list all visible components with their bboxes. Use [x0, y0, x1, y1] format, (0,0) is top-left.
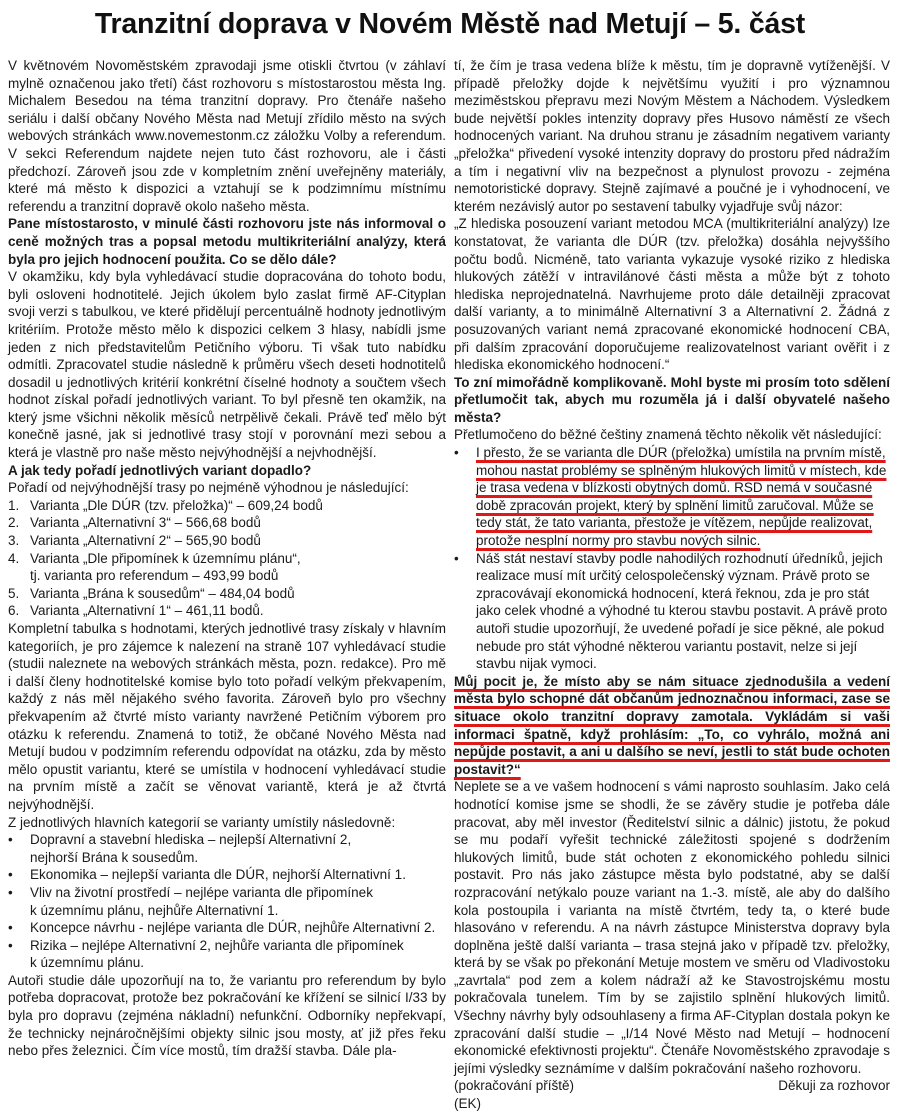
- intro-paragraph: V květnovém Novoměstském zpravodaji jsme otiskli čtvrtou (v záhlaví mylně označenou jako třetí) část rozhovoru s místostarostou města Ing. Michalem Besedou na téma tranzitní dopravy. Pro čtenáře našeho seriálu i další občany Nového Města nad Metují zřídilo město na svých webových stránkách www.novemestonm.cz záložku Volby a referendum. V sekci Referendum najdete nejen tuto část rozhovoru, ale i části předchozí. Zároveň jsou zde v kompletním znění uveřejněny materiály, které má město k dispozici a vztahují se k podzimnímu místnímu referendu a tranzitní dopravě okolo našeho města.: [8, 58, 446, 214]
- continued-note: (pokračování příště): [454, 1078, 575, 1094]
- red-underlined-text: I přesto, že se varianta dle DÚR (přeložka) umístila na prvním místě, mohou nastat problémy se splněným hlukových limitů v místech, kde je trasa vedena v blízkosti obytných domů. RSD nemá v současné době zpracován projekt, který by splnění limitů zaručoval. Může se tedy stát, že tato varianta, přestože je vítězem, nepůjde realizovat, protože nesplní normy pro stavbu nových silnic.: [476, 445, 887, 549]
- ranking-item: 6. Varianta „Alternativní 1“ – 461,11 bodů.: [8, 603, 264, 619]
- ranking-item: 3. Varianta „Alternativní 2“ – 565,90 bodů: [8, 533, 261, 549]
- explanation-list: [454, 444, 890, 673]
- category-item-sub: k územnímu plánu.: [30, 955, 145, 971]
- category-item: • Vliv na životní prostředí – nejlépe varianta dle připomínek: [8, 884, 373, 900]
- category-item: • Dopravní a stavební hlediska – nejlepší Alternativní 2,: [8, 832, 352, 848]
- author-initials: (EK): [454, 1096, 481, 1112]
- thanks-note: Děkuji za rozhovor: [778, 1078, 890, 1094]
- ranking-item: 1. Varianta „Dle DÚR (tzv. přeložka)“ – 609,24 bodů: [8, 497, 323, 513]
- question-2: A jak tedy pořadí jednotlivých variant dopadlo?: [8, 462, 312, 478]
- ranking-item: 2. Varianta „Alternativní 3“ – 566,68 bodů: [8, 515, 261, 531]
- categories-list: [8, 831, 446, 972]
- final-answer: Neplete se a ve vašem hodnocení s vámi naprosto souhlasím. Jako celá hodnotící komise jsme se shodli, že se závěry studie je potřeba dále pracovat, aby měl investor (Ředitelství silnic a dálnic) jistotu, že pokud se mu podaří vyřešit technické záležitosti spojené s dodržením hlukových limitů, bude stát ochoten z ekonomického pohledu silnici postavit. Pro nás jako zástupce města bylo podstatné, aby se další rozpracování netýkalo pouze variant na 1.-3. místě, ale aby do dalšího kola postoupila i varianta na místě čtvrtém, tedy ta, o které bude hlasováno v referendu. A na návrh zástupce Ministerstva dopravy byla doplněna ještě další varianta – trasa stejná jako v případě tzv. přeložky, která by se však po překonání Metuje mostem ve směru od Vladivostoku „zavrtala“ pod zem a kolem nádraží až ke Stavostrojskému mostu pokračovala tunelem. Tím by se zajistilo splnění hlukových limitů. Všechny návrhy byly odsouhlaseny a firma AF-Cityplan dostala pokyn ke zpracování další studie – „I/14 Nové Město nad Metují – hodnocení ekonomické efektivnosti projektu“. Čtenáře Novoměstského zpravodaje s jejími výsledky seznámíme v dalším pokračování našeho rozhovoru.: [454, 779, 890, 1076]
- table-paragraph: Kompletní tabulka s hodnotami, kterých jednotlivé trasy získaly v hlavním kategoriích, je pro zájemce k nalezení na straně 107 vyhledávací studie (studii naleznete na webových stránkách města, pozn. redakce). Pro mě i další členy hodnotitelské komise bylo toto pořadí velkým překvapením, každý z nás měl nějakého svého favorita. Zároveň bylo pro všechny překvapením až čtvrté místo varianty navržené Petičním výborem pro otázku k referendu. Znamená to totiž, že občané Nového Města nad Metují budou v podzimním referendu odpovídat na otázku, zda by město mělo opustit variantu, které se umístila v hodnocení vyhledávací studie na prvním místě a začít se věnovat variantě, která je až čtvrtá nejvýhodnější.: [8, 621, 446, 812]
- bold-underlined-paragraph: Můj pocit je, že místo aby se nám situace zjednodušila a vedení města bylo schopné dát občanům jednoznačnou informaci, zase se situace okolo tranzitní dopravy zamotala. Vykládám si vaši informaci špatně, když prohlásím: „To, co vyhrálo, možná ani nepůjde postavit, a ani u dalšího se neví, jestli to stát bude ochoten postavit?“: [454, 673, 890, 777]
- category-item: • Koncepce návrhu - nejlépe varianta dle DÚR, nejhůře Alternativní 2.: [8, 920, 436, 936]
- right-column: [454, 57, 890, 1113]
- question-1: Pane místostarosto, v minulé části rozhovoru jste nás informoval o ceně možných tras a popsal metodu multikriteriální analýzy, která byla pro jejich hodnocení použita. Co se dělo dále?: [8, 216, 446, 267]
- explanation-item: • Náš stát nestaví stavby podle nahodilých rozhodnutí úředníků, jejich realizace musí mít určitý celospolečenský význam. Právě proto se zpracovávají ekonomická hodnocení, která řeknou, zda je pro stát jako celek vhodné a výhodné tu kterou stavbu postavit. A právě proto autoři studie upozorňují, že uvedené pořadí je sice pěkné, ale pokud nebude pro stát výhodné některou variantu postavit, nelze si její stavbu nijak vymoci.: [454, 550, 888, 672]
- left-column: [8, 57, 446, 1060]
- category-item: • Ekonomika – nejlepší varianta dle DÚR, nejhorší Alternativní 1.: [8, 867, 406, 883]
- study-quote: „Z hlediska posouzení variant metodou MCA (multikriteriální analýzy) lze konstatovat, že varianta dle DÚR (tzv. přeložka) dosáhla nejvyššího počtu bodů. Nicméně, tato varianta vykazuje vysoké riziko z hlediska hlukových zátěží v intravilánové části města a může být z tohoto hlediska neprojednatelná. Navrhujeme proto dále detailněji zpracovat další varianty, a to minimálně Alternativní 3 a Alternativní 2. Žádná z posuzovaných variant nemá zpracované ekonomické hodnocení CBA, při dalším zpracování doporučujeme realizovatelnost variant ověřit i z hlediska ekonomického hodnocení.“: [454, 216, 890, 373]
- answer-3-intro: Přetlumočeno do běžné češtiny znamená těchto několik vět následující:: [454, 427, 882, 443]
- ranking-item-sub: tj. varianta pro referendum – 493,99 bodů: [30, 568, 279, 584]
- category-item: • Rizika – nejlépe Alternativní 2, nejhůře varianta dle připomínek: [8, 937, 404, 953]
- categories-intro: Z jednotlivých hlavních kategorií se varianty umístily následovně:: [8, 814, 396, 830]
- question-3: To zní mimořádně komplikovaně. Mohl byste mi prosím toto sdělení přetlumočit tak, abych mu rozuměla já i další obyvatelé našeho města?: [454, 374, 890, 425]
- outro-paragraph: Autoři studie dále upozorňují na to, že variantu pro referendum by bylo potřeba dopracovat, protože bez pokračování ke křížení se silnicí I/33 by byla pro dopravu (zejména nákladní) nefunkční. Odborníky nepřekvapí, že technicky nejnáročnějšími objekty silnic jsou mosty, ať již přes řeku nebo přes železnici. Čím více mostů, tím dražší stavba. Dále pla-: [8, 972, 446, 1059]
- continued-paragraph: tí, že čím je trasa vedena blíže k městu, tím je dopravně vytíženější. V případě přeložky dojde k největšímu využití i pro významnou meziměstskou přepravu mezi Novým Městem a Náchodem. Výsledkem bude největší pokles intenzity dopravy přes Husovo náměstí ze všech hodnocených variant. Na druhou stranu je zásadním negativem varianty „přeložka“ přivedení vysoké intenzity dopravy do prostoru před nádražím a tím i negativní vliv na bezpečnost a plynulost provozu - zejména nemotoristické dopravy. Stejně zajímavé a poučné je i vyhodnocení, ve kterém nezávislý autor po sestavení tabulky vyjadřuje svůj názor:: [454, 58, 890, 214]
- category-item-sub: k územnímu plánu, nejhůře Alternativní 1.: [30, 902, 279, 918]
- ranking-item: 4. Varianta „Dle připomínek k územnímu plánu“,: [8, 550, 301, 566]
- explanation-item-highlighted: • I přesto, že se varianta dle DÚR (přeložka) umístila na prvním místě, mohou nastat problémy se splněným hlukových limitů v místech, kde je trasa vedena v blízkosti obytných domů. RSD nemá v současné době zpracován projekt, který by splnění limitů zaručoval. Může se tedy stát, že tato varianta, přestože je vítězem, nepůjde realizovat, protože nesplní normy pro stavbu nových silnic.: [454, 444, 890, 550]
- article-title: Tranzitní doprava v Novém Městě nad Metují – 5. část: [94, 8, 806, 40]
- answer-1: V okamžiku, kdy byla vyhledávací studie dopracována do tohoto bodu, byli osloveni hodnotitelé. Jejich úkolem bylo zaslat firmě AF-Cityplan svoji verzi s tabulkou, ve které přidělují percentuálně hodnoty jednotlivým kritériím. Protože město mělo k dispozici celkem 3 hlasy, nabídli jsme jeden z nich představitelům Petičního výboru. Ti však tuto nabídku odmítli. Zpracovatel studie následně k průměru všech deseti hodnotitelů dosadil u jednotlivých kritérií konkrétní číselné hodnoty a součtem všech hodnot získal pořadí jednotlivých variant. To byl přesně ten okamžik, na který jsme všichni několik měsíců netrpělivě čekali. Právě teď mělo být konečně jasné, jak si jednotlivé trasy stojí v porovnání mezi sebou a která je vlastně pro naše město nejvýhodnější a nejvhodnější.: [8, 269, 446, 461]
- ranking-intro: Pořadí od nejvýhodnější trasy po nejméně výhodnou je následující:: [8, 480, 409, 496]
- signature-line: [454, 1077, 890, 1095]
- ranking-list: [8, 497, 446, 620]
- ranking-item: 5. Varianta „Brána k sousedům“ – 484,04 bodů: [8, 585, 295, 601]
- category-item-sub: nejhorší Brána k sousedům.: [30, 849, 199, 865]
